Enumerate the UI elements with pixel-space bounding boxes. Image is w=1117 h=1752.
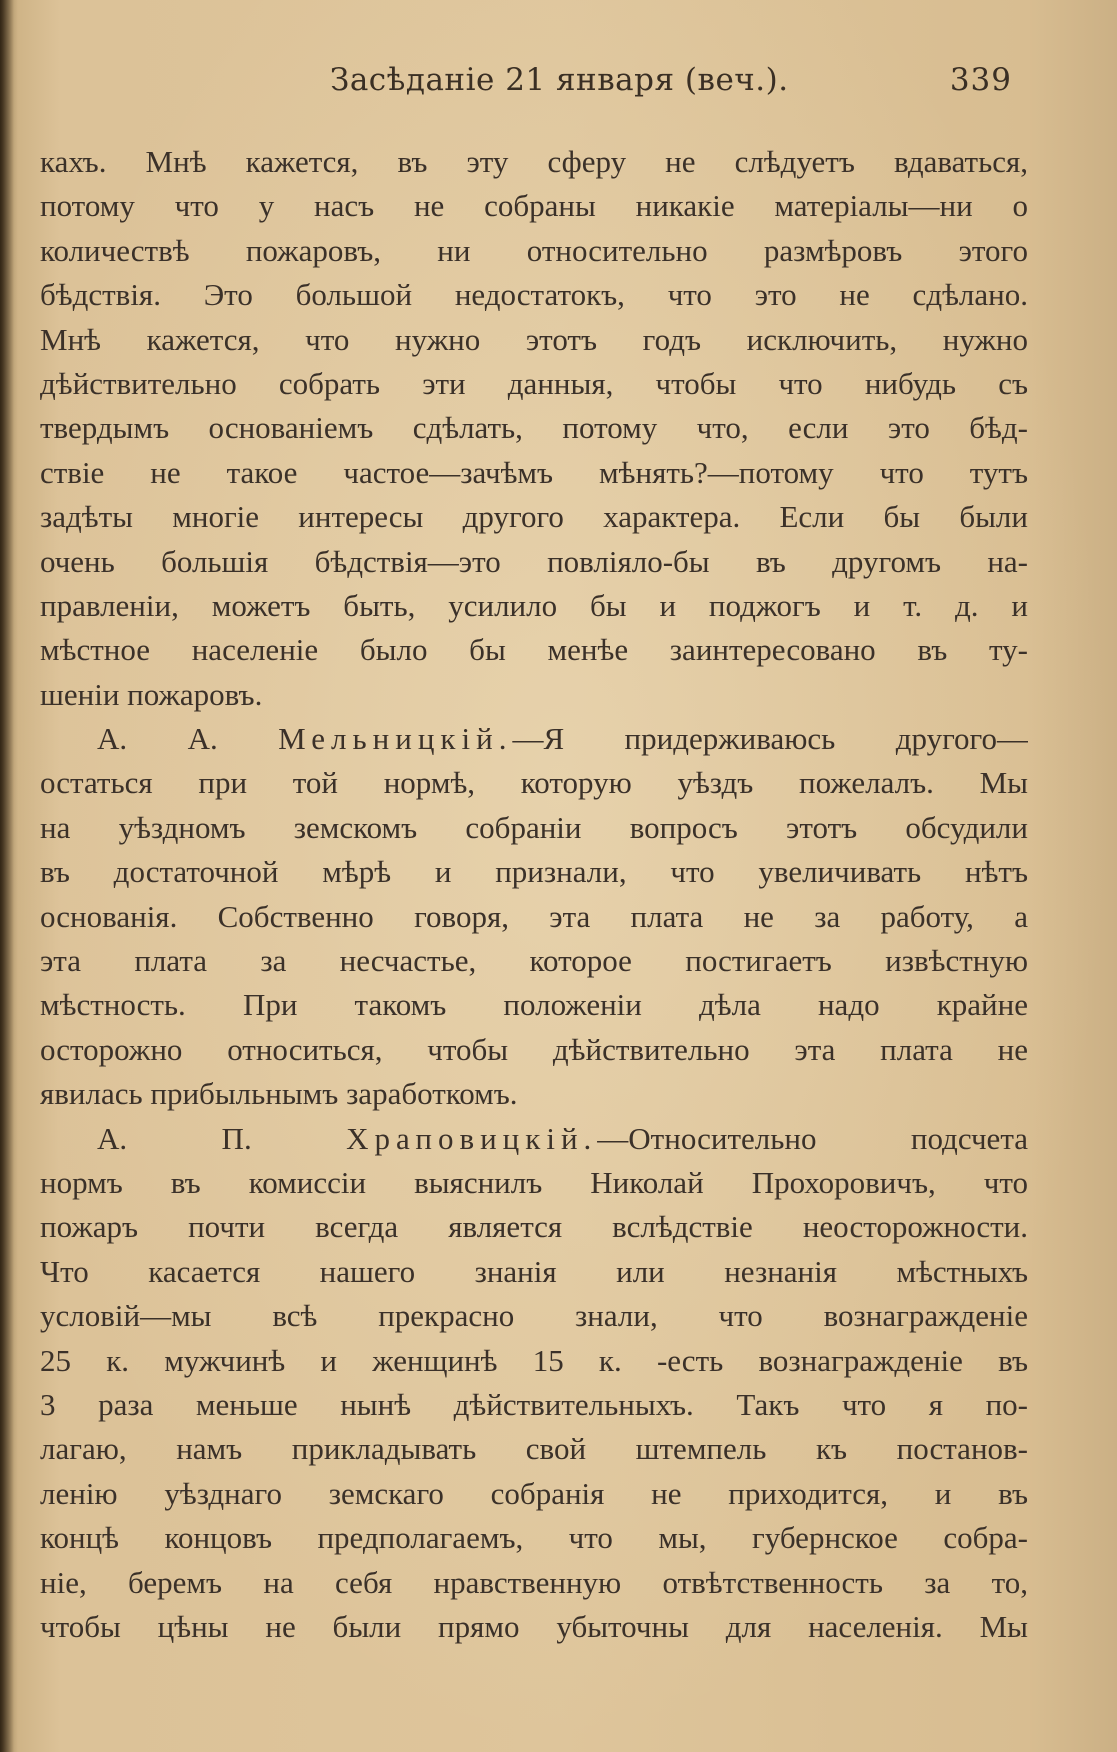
running-header bbox=[40, 62, 1015, 112]
text-line: ніе, беремъ на себя нравственную отвѣтственность за то, bbox=[40, 1564, 1028, 1600]
speaker-initials: А. П. bbox=[97, 1120, 252, 1156]
text-line: Что касается нашего знанія или незнанія мѣстныхъ bbox=[40, 1253, 1028, 1289]
text-line: дѣйствительно собрать эти данныя, чтобы что нибудь съ bbox=[40, 365, 1028, 401]
text-line: Мнѣ кажется, что нужно этотъ годъ исключить, нужно bbox=[40, 321, 1028, 357]
text-line: чтобы цѣны не были прямо убыточны для населенія. Мы bbox=[40, 1608, 1028, 1644]
speaker-name: Храповицкій. bbox=[346, 1120, 598, 1156]
text-line: остаться при той нормѣ, которую уѣздъ пожелалъ. Мы bbox=[40, 765, 1028, 801]
text-line: 3 раза меньше нынѣ дѣйствительныхъ. Такъ что я по- bbox=[40, 1386, 1028, 1422]
speaker-initials: А. А. bbox=[97, 721, 218, 757]
spine-shadow bbox=[0, 0, 14, 1752]
text-line: основанія. Собственно говоря, эта плата не за работу, а bbox=[40, 898, 1028, 934]
text-line: кахъ. Мнѣ кажется, въ эту сферу не слѣдуетъ вдаваться, bbox=[40, 144, 1028, 179]
text-line: мѣстное населеніе было бы менѣе заинтересовано въ ту- bbox=[40, 632, 1028, 668]
body-text bbox=[40, 140, 1028, 1649]
text-line: задѣты многіе интересы другого характера. Если бы были bbox=[40, 499, 1028, 535]
text-line: на уѣздномъ земскомъ собраніи вопросъ этотъ обсудили bbox=[40, 809, 1028, 845]
text-line: условій—мы всѣ прекрасно знали, что вознагражденіе bbox=[40, 1298, 1028, 1334]
text-line: ствіе не такое частое—зачѣмъ мѣнять?—потому что тутъ bbox=[40, 454, 1028, 490]
text-line: лагаю, намъ прикладывать свой штемпель къ постанов- bbox=[40, 1431, 1028, 1467]
text-line: въ достаточной мѣрѣ и признали, что увеличивать нѣтъ bbox=[40, 854, 1028, 890]
speech-start-khrapovitsky bbox=[40, 1117, 1028, 1161]
text-line: концѣ концовъ предполагаемъ, что мы, губернское собра- bbox=[40, 1520, 1028, 1556]
page-number: 339 bbox=[949, 62, 1012, 98]
text-line: очень большія бѣдствія—это повліяло-бы въ другомъ на- bbox=[40, 543, 1028, 579]
speech-text: —Относительно подсчета bbox=[597, 1120, 1028, 1156]
speaker-name: Мельницкій. bbox=[278, 721, 513, 757]
text-line: потому что у насъ не собраны никакіе матеріалы—ни о bbox=[40, 188, 1028, 224]
text-line: мѣстность. При такомъ положеніи дѣла надо крайне bbox=[40, 987, 1028, 1023]
text-line: количествѣ пожаровъ, ни относительно размѣровъ этого bbox=[40, 232, 1028, 268]
text-line: шеніи пожаровъ. bbox=[40, 676, 263, 712]
text-line: пожаръ почти всегда является вслѣдствіе неосторожности. bbox=[40, 1209, 1028, 1245]
text-line: твердымъ основаніемъ сдѣлать, потому что, если это бѣд- bbox=[40, 410, 1028, 446]
text-line: осторожно относиться, чтобы дѣйствительно эта плата не bbox=[40, 1031, 1028, 1067]
text-line: бѣдствія. Это большой недостатокъ, что это не сдѣлано. bbox=[40, 277, 1028, 313]
header-title: Засѣданіе 21 января (веч.). bbox=[330, 62, 789, 98]
text-line: правленіи, можетъ быть, усилило бы и поджогъ и т. д. и bbox=[40, 587, 1028, 623]
text-line: ленію уѣзднаго земскаго собранія не приходится, и въ bbox=[40, 1475, 1028, 1511]
speech-text: —Я придерживаюсь другого— bbox=[512, 721, 1028, 757]
speech-start-melnitsky bbox=[40, 717, 1028, 761]
text-line: нормъ въ комиссіи выяснилъ Николай Прохоровичъ, что bbox=[40, 1164, 1028, 1200]
text-line: эта плата за несчастье, которое постигаетъ извѣстную bbox=[40, 943, 1028, 979]
text-line: 25 к. мужчинѣ и женщинѣ 15 к. -есть вознагражденіе въ bbox=[40, 1342, 1028, 1378]
text-line: явилась прибыльнымъ заработкомъ. bbox=[40, 1076, 518, 1112]
